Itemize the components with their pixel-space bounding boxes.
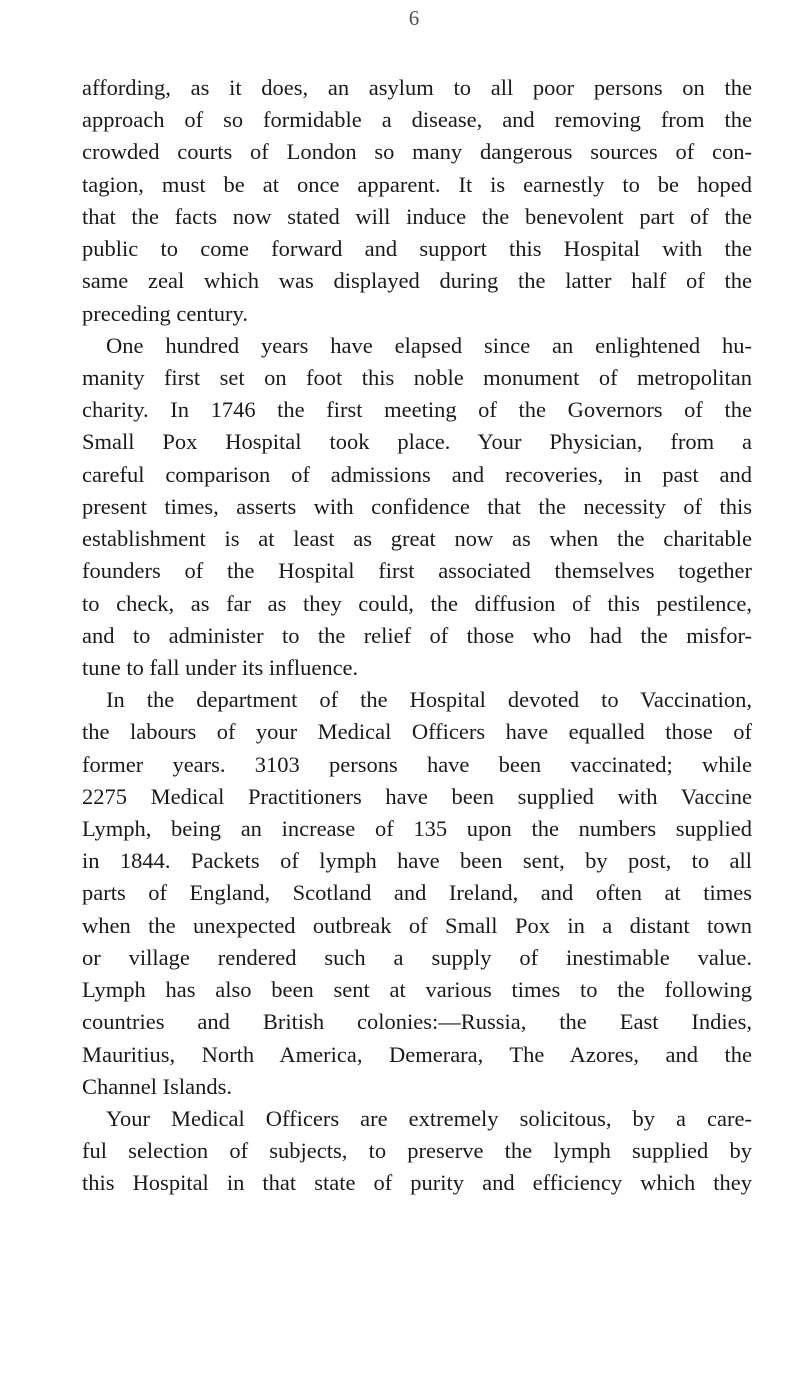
text-line: One hundred years have elapsed since an enlightened hu- xyxy=(106,332,752,358)
text-line: that the facts now stated will induce the benevolent part of the xyxy=(82,203,752,229)
text-line: present times, asserts with confidence that the necessity of this xyxy=(82,493,752,519)
text-line: Mauritius, North America, Demerara, The Azores, and the xyxy=(82,1041,752,1067)
text-line: parts of England, Scotland and Ireland, and often at times xyxy=(82,880,752,906)
text-line: preceding century. xyxy=(82,300,248,326)
text-line: manity first set on foot this noble monument of metropolitan xyxy=(82,364,752,390)
text-line: approach of so formidable a disease, and removing from the xyxy=(82,107,752,133)
paragraph xyxy=(82,684,752,1103)
text-line: or village rendered such a supply of inestimable value. xyxy=(82,944,752,970)
text-line: crowded courts of London so many dangerous sources of con- xyxy=(82,139,752,165)
text-line: Lymph has also been sent at various times to the following xyxy=(82,977,752,1003)
text-line: Channel Islands. xyxy=(82,1073,232,1099)
text-line: in 1844. Packets of lymph have been sent, by post, to all xyxy=(82,848,752,874)
text-line: affording, as it does, an asylum to all poor persons on the xyxy=(82,75,752,100)
text-line: the labours of your Medical Officers have equalled those of xyxy=(82,719,752,745)
text-line: careful comparison of admissions and recoveries, in past and xyxy=(82,461,752,487)
text-line: public to come forward and support this Hospital with the xyxy=(82,236,752,262)
text-line: former years. 3103 persons have been vaccinated; while xyxy=(82,751,752,777)
paragraph xyxy=(82,330,752,684)
text-line: Small Pox Hospital took place. Your Physician, from a xyxy=(82,429,752,455)
text-line: Lymph, being an increase of 135 upon the numbers supplied xyxy=(82,816,752,842)
text-line: tune to fall under its influence. xyxy=(82,654,359,680)
paragraph xyxy=(82,1103,752,1200)
paragraph xyxy=(82,72,752,330)
text-line: Your Medical Officers are extremely solicitous, by a care- xyxy=(106,1106,752,1131)
text-line: and to administer to the relief of those who had the misfor- xyxy=(82,622,752,648)
text-line: In the department of the Hospital devoted to Vaccination, xyxy=(106,687,752,713)
text-line: tagion, must be at once apparent. It is earnestly to be hoped xyxy=(82,171,752,197)
text-line: ful selection of subjects, to preserve the lymph supplied by xyxy=(82,1138,752,1164)
text-line: same zeal which was displayed during the latter half of the xyxy=(82,268,752,294)
text-line: countries and British colonies:—Russia, the East Indies, xyxy=(82,1009,752,1035)
text-line: 2275 Medical Practitioners have been supplied with Vaccine xyxy=(82,783,752,809)
text-line: founders of the Hospital first associated themselves together xyxy=(82,558,752,584)
text-line: charity. In 1746 the first meeting of the Governors of the xyxy=(82,397,752,423)
body-text xyxy=(82,72,752,1200)
text-line: when the unexpected outbreak of Small Pox in a distant town xyxy=(82,912,752,938)
page-number: 6 xyxy=(408,6,420,30)
text-line: this Hospital in that state of purity and efficiency which they xyxy=(82,1170,752,1196)
text-line: to check, as far as they could, the diffusion of this pestilence, xyxy=(82,590,752,616)
text-line: establishment is at least as great now as when the charitable xyxy=(82,526,752,552)
